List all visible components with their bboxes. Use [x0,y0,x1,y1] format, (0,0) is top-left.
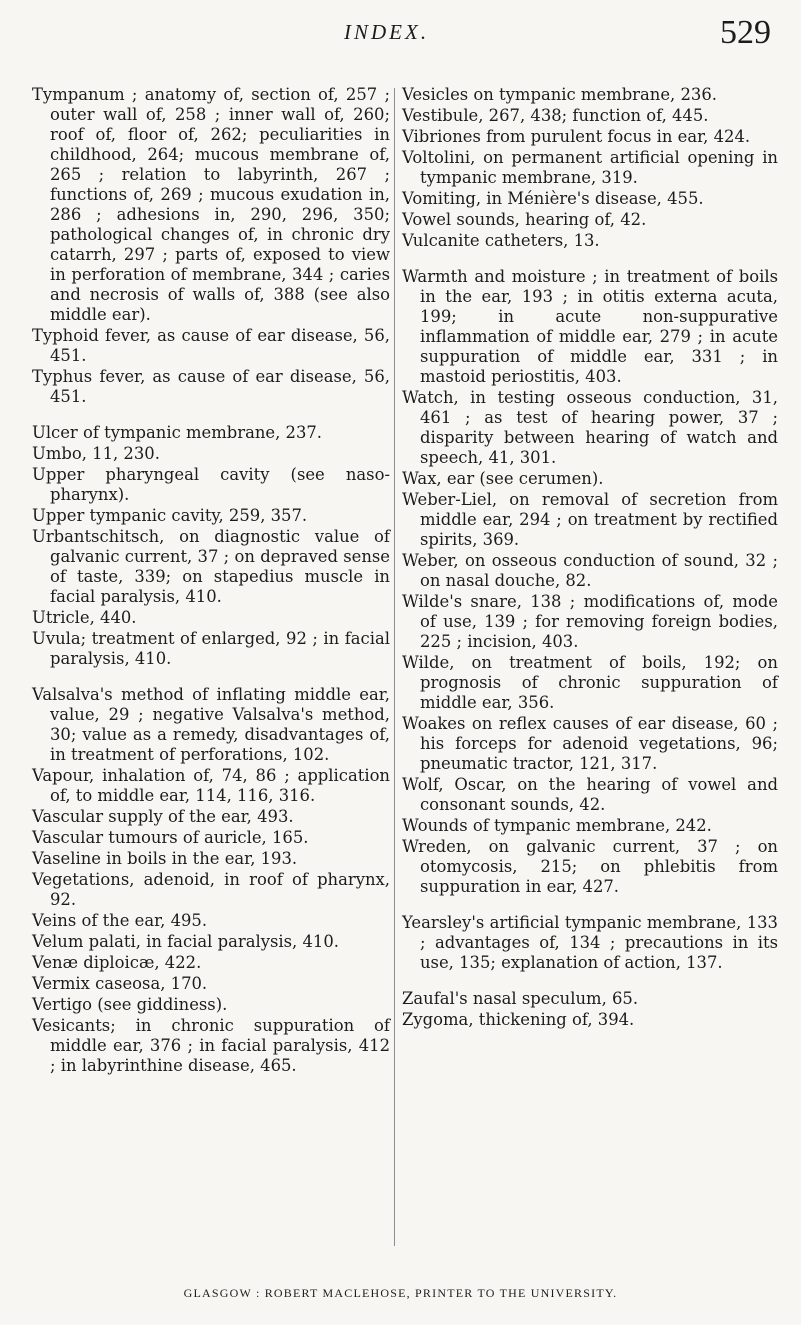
index-entry: Voltolini, on permanent artificial opening in tympanic membrane, 319. [402,148,778,187]
index-entry: Vesicants; in chronic suppuration of middle ear, 376 ; in facial paralysis, 412 ; in labyrinthine disease, 465. [32,1016,390,1075]
index-entry: Vibriones from purulent focus in ear, 424. [402,127,751,146]
index-entry: Valsalva's method of inflating middle ear, value, 29 ; negative Valsalva's method, 30; value as a remedy, disadvantages of, in treatment of perforations, 102. [32,685,390,764]
index-entry: Vascular supply of the ear, 493. [32,807,294,826]
index-entry: Zygoma, thickening of, 394. [402,1010,635,1029]
index-column-right [402,85,778,1031]
column-divider [394,88,395,1246]
index-entry: Wolf, Oscar, on the hearing of vowel and consonant sounds, 42. [402,775,778,814]
index-entry: Wounds of tympanic membrane, 242. [402,816,712,835]
index-entry: Vapour, inhalation of, 74, 86 ; application of, to middle ear, 114, 116, 316. [32,766,390,805]
index-entry: Vegetations, adenoid, in roof of pharynx, 92. [32,870,390,909]
index-entry: Umbo, 11, 230. [32,444,160,463]
index-entry: Upper tympanic cavity, 259, 357. [32,506,308,525]
index-entry: Vesicles on tympanic membrane, 236. [402,85,717,104]
index-entry: Vulcanite catheters, 13. [402,231,600,250]
index-entry: Vaseline in boils in the ear, 193. [32,849,298,868]
running-title: INDEX. [344,20,430,44]
index-entry: Ulcer of tympanic membrane, 237. [32,423,323,442]
page-number: 529 [720,14,771,51]
index-entry: Zaufal's nasal speculum, 65. [402,989,639,1008]
index-entry: Tympanum ; anatomy of, section of, 257 ; outer wall of, 258 ; inner wall of, 260; roof of, floor of, 262; peculiarities in childhood, 264; mucous membrane of, 265 ; relation to labyrinth, 267 ; functions of, 269 ; mucous exudation in, 286 ; adhesions in, 290, 296, 350; pathological changes of, in chronic dry catarrh, 297 ; parts of, exposed to view in perforation of membrane, 344 ; caries and necrosis of walls of, 388 (see also middle ear). [32,85,390,324]
index-entry: Venæ diploicæ, 422. [32,953,202,972]
index-entry: Vertigo (see giddiness). [32,995,228,1014]
index-entry: Yearsley's artificial tympanic membrane, 133 ; advantages of, 134 ; precautions in its use, 135; explanation of action, 137. [402,913,778,972]
index-entry: Wilde, on treatment of boils, 192; on prognosis of chronic suppuration of middle ear, 356. [402,653,778,712]
index-entry: Vowel sounds, hearing of, 42. [402,210,647,229]
index-entry: Weber, on osseous conduction of sound, 32 ; on nasal douche, 82. [402,551,778,590]
index-entry: Watch, in testing osseous conduction, 31, 461 ; as test of hearing power, 37 ; disparity between hearing of watch and speech, 41, 301. [402,388,778,467]
index-entry: Typhus fever, as cause of ear disease, 56, 451. [32,367,390,406]
index-column-left [32,85,390,1077]
index-entry: Typhoid fever, as cause of ear disease, 56, 451. [32,326,390,365]
index-entry: Upper pharyngeal cavity (see naso-pharynx). [32,465,390,504]
index-entry: Utricle, 440. [32,608,137,627]
index-entry: Vermix caseosa, 170. [32,974,208,993]
index-entry: Wax, ear (see cerumen). [402,469,604,488]
page-header [0,14,801,54]
index-entry: Veins of the ear, 495. [32,911,208,930]
index-entry: Uvula; treatment of enlarged, 92 ; in facial paralysis, 410. [32,629,390,668]
index-entry: Woakes on reflex causes of ear disease, 60 ; his forceps for adenoid vegetations, 96; pneumatic tractor, 121, 317. [402,714,778,773]
index-entry: Velum palati, in facial paralysis, 410. [32,932,339,951]
printer-imprint: GLASGOW : ROBERT MACLEHOSE, PRINTER TO THE UNIVERSITY. [183,1286,618,1300]
index-entry: Vomiting, in Ménière's disease, 455. [402,189,704,208]
index-entry: Vestibule, 267, 438; function of, 445. [402,106,709,125]
index-entry: Urbantschitsch, on diagnostic value of galvanic current, 37 ; on depraved sense of taste, 339; on stapedius muscle in facial paralysis, 410. [32,527,390,606]
index-entry: Wreden, on galvanic current, 37 ; on otomycosis, 215; on phlebitis from suppuration in ear, 427. [402,837,778,896]
index-entry: Warmth and moisture ; in treatment of boils in the ear, 193 ; in otitis externa acuta, 199; in acute non-suppurative inflammation of middle ear, 279 ; in acute suppuration of middle ear, 331 ; in mastoid periostitis, 403. [402,267,778,386]
index-entry: Wilde's snare, 138 ; modifications of, mode of use, 139 ; for removing foreign bodies, 225 ; incision, 403. [402,592,778,651]
index-entry: Vascular tumours of auricle, 165. [32,828,309,847]
index-entry: Weber-Liel, on removal of secretion from middle ear, 294 ; on treatment by rectified spirits, 369. [402,490,778,549]
